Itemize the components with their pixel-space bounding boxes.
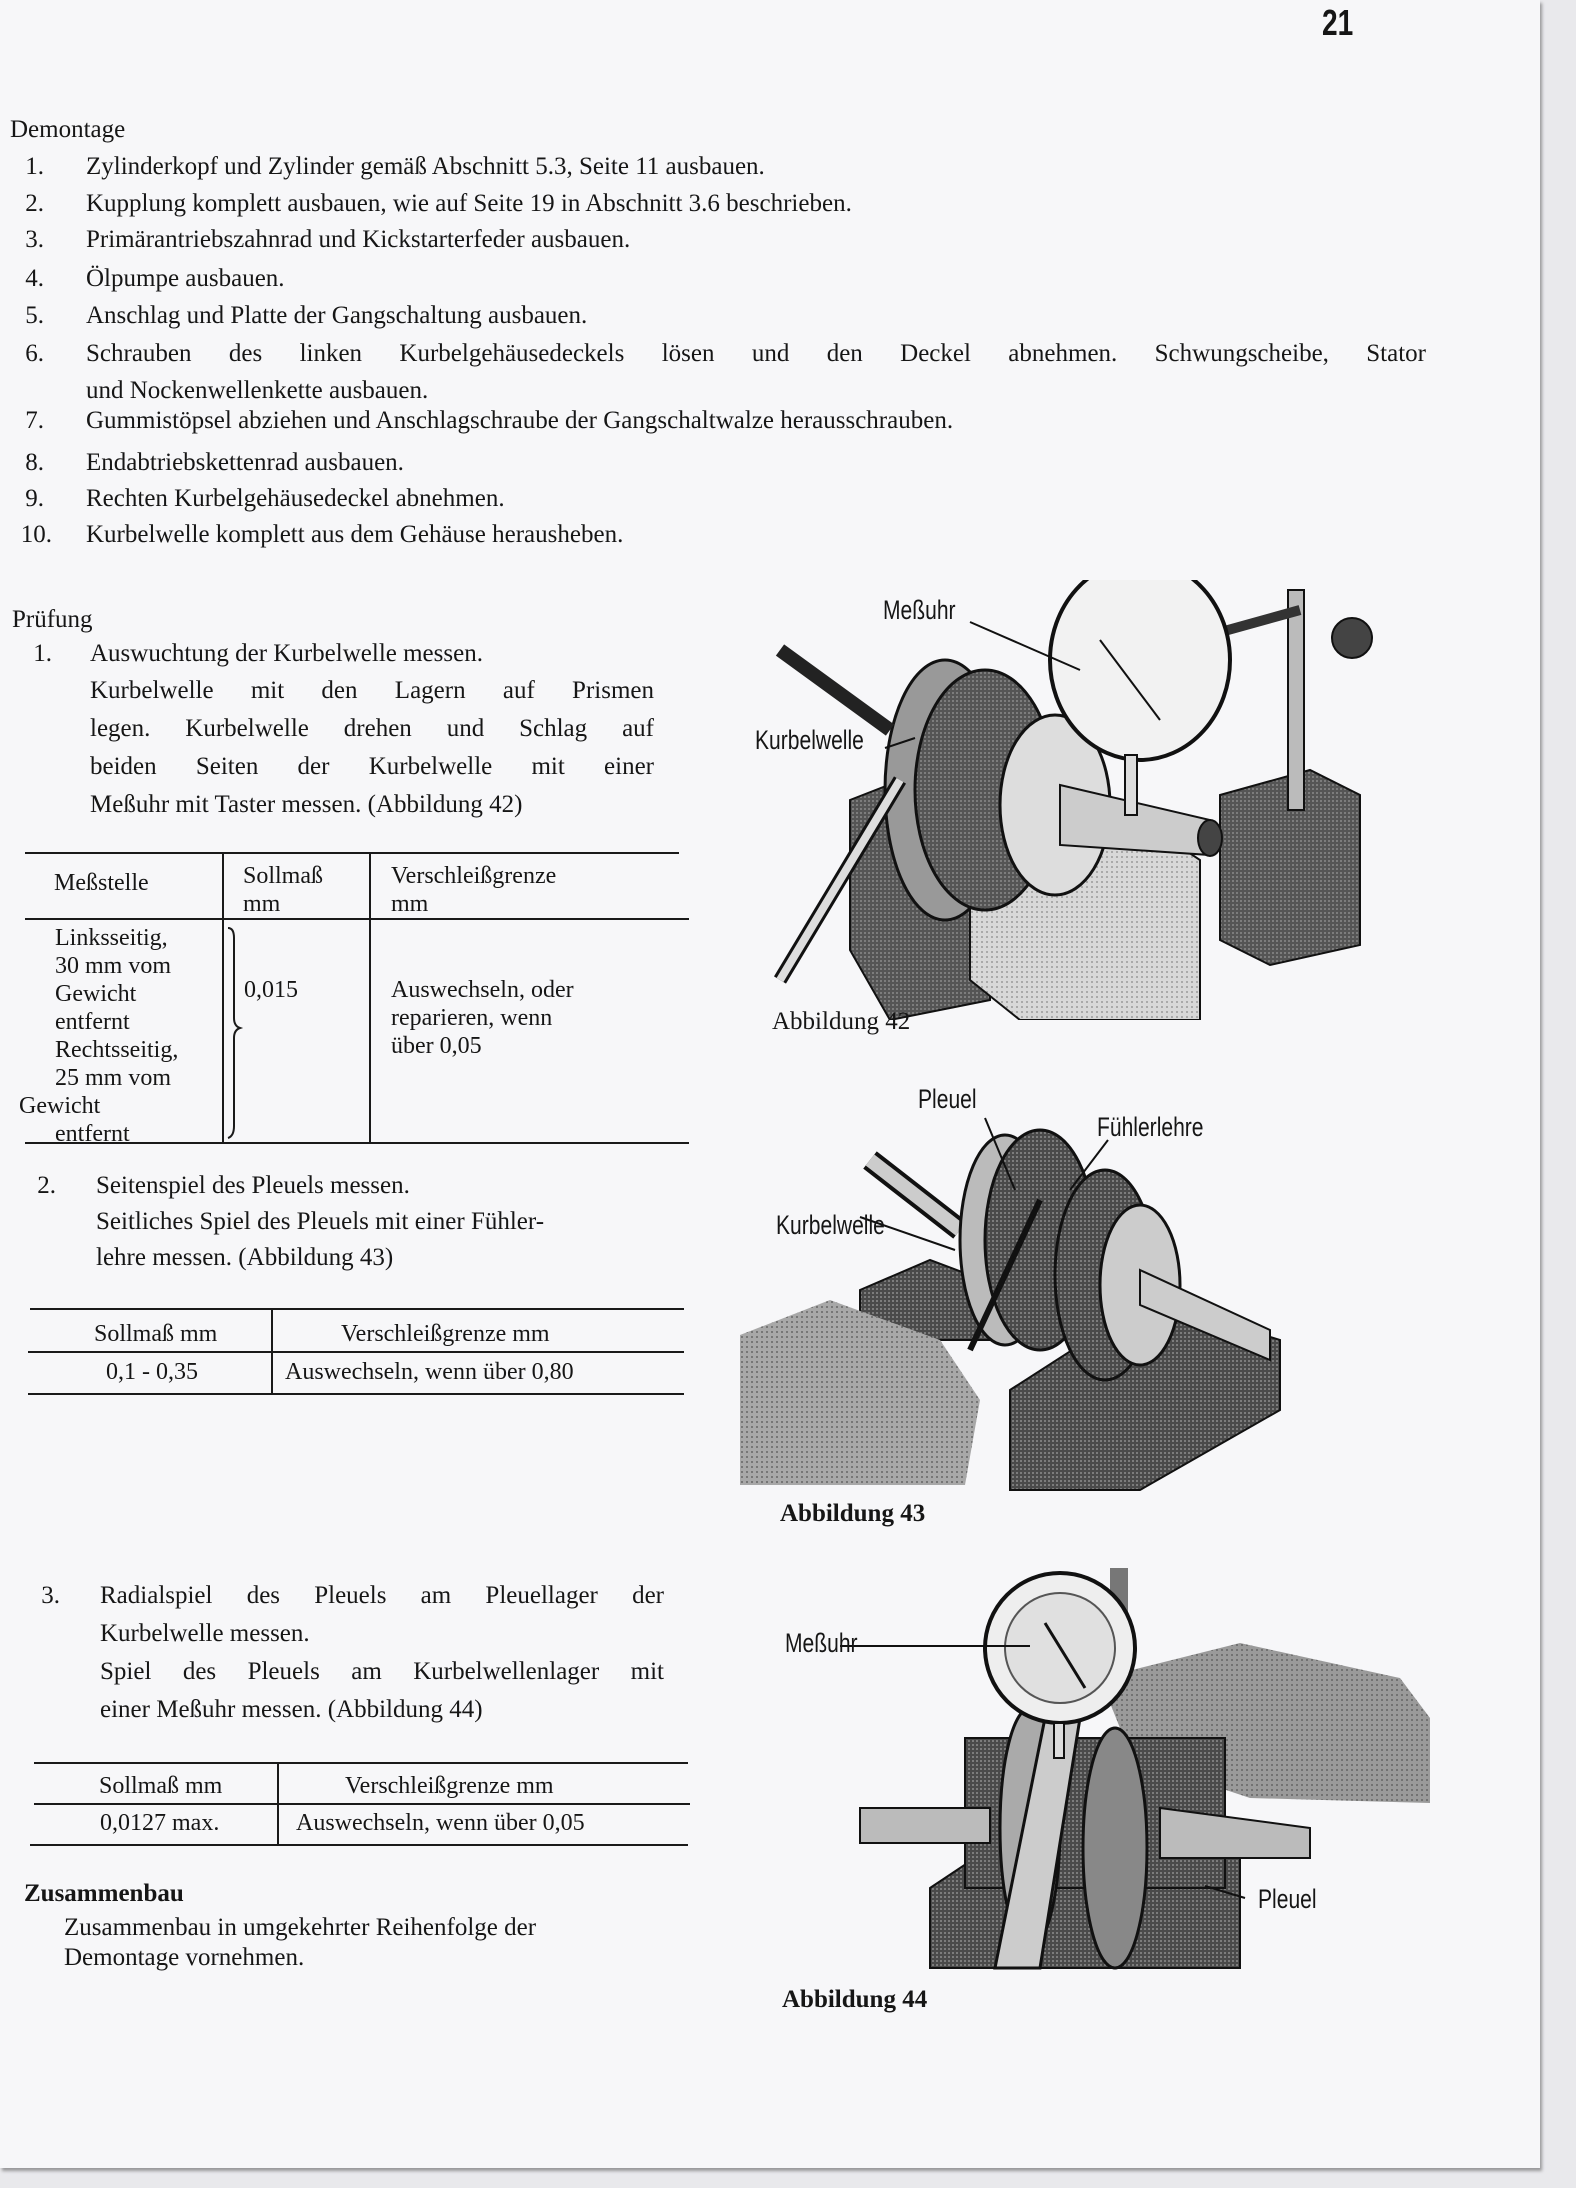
figure-43 (740, 1080, 1390, 1500)
table-cell-verschleiss: reparieren, wenn (391, 1005, 553, 1031)
table-header: Verschleißgrenze (391, 863, 557, 889)
table-cell-verschleiss: Auswechseln, wenn über 0,80 (285, 1359, 574, 1385)
table-header: Sollmaß mm (99, 1773, 223, 1799)
step-number: 2. (25, 190, 44, 217)
page-number: 21 (1322, 2, 1354, 43)
text-line: lehre messen. (Abbildung 43) (96, 1244, 394, 1271)
figure-44 (740, 1568, 1440, 1988)
pruefung-step-1-description (90, 672, 654, 824)
text-line: Meßuhr mit Taster messen. (Abbildung 42) (90, 791, 523, 818)
step-text: Endabtriebskettenrad ausbauen. (86, 449, 404, 476)
figure-caption: Abbildung 42 (772, 1008, 911, 1035)
table-rule (28, 1393, 684, 1395)
table-cell-messstelle: Gewicht (19, 1093, 101, 1119)
section-heading-zusammenbau: Zusammenbau (24, 1880, 184, 1907)
step-number: 4. (25, 265, 44, 292)
table-cell-messstelle: entfernt (55, 1121, 130, 1147)
step-number: 3. (25, 226, 44, 253)
figure-42 (740, 580, 1390, 1040)
section-heading-pruefung: Prüfung (12, 606, 93, 633)
table-rule (25, 852, 679, 854)
figure-label: Meßuhr (785, 1628, 858, 1658)
step-text: Schrauben des linken Kurbelgehäusedeckels lösen und den Deckel abnehmen. Schwungscheibe, Stator (86, 340, 1426, 367)
table-divider (277, 1764, 279, 1844)
table-divider (369, 854, 371, 1142)
table-cell-sollmass: 0,1 - 0,35 (106, 1359, 198, 1385)
text-line: Seitliches Spiel des Pleuels mit einer Fühler- (96, 1208, 545, 1235)
table-header: Sollmaß mm (94, 1321, 218, 1347)
table-cell-messstelle: 25 mm vom (55, 1065, 172, 1091)
table-rule (25, 918, 689, 920)
step-title: Auswuchtung der Kurbelwelle messen. (90, 640, 483, 667)
list-item-continuation: und Nockenwellenkette ausbauen. (86, 377, 429, 404)
table-rule (28, 1351, 684, 1353)
step-title-continuation: Kurbelwelle messen. (100, 1620, 310, 1647)
table-cell-messstelle: Linksseitig, (55, 925, 168, 951)
step-number: 6. (25, 340, 44, 367)
text-line: Demontage vornehmen. (64, 1944, 305, 1971)
table-divider (271, 1310, 273, 1393)
step-title: Seitenspiel des Pleuels messen. (96, 1172, 410, 1199)
step-text: Anschlag und Platte der Gangschaltung ausbauen. (86, 302, 588, 329)
step-text: Ölpumpe ausbauen. (86, 265, 285, 292)
step-text: Rechten Kurbelgehäusedeckel abnehmen. (86, 485, 505, 512)
step-text: Kurbelwelle komplett aus dem Gehäuse herausheben. (86, 521, 624, 548)
table-cell-messstelle: Gewicht (55, 981, 137, 1007)
step-number: 1. (25, 153, 44, 180)
step-number: 2. (37, 1172, 56, 1199)
crankshaft-dial-gauge-illustration (740, 580, 1390, 1020)
figure-label: Fühlerlehre (1097, 1112, 1204, 1142)
table-rule (30, 1844, 688, 1846)
step-text: Kupplung komplett ausbauen, wie auf Seite 19 in Abschnitt 3.6 beschrieben. (86, 190, 852, 217)
table-cell-messstelle: entfernt (55, 1009, 130, 1035)
figure-label: Pleuel (1258, 1884, 1317, 1914)
table-header-unit: mm (243, 891, 281, 917)
table-rule (30, 1308, 684, 1310)
table-cell-sollmass: 0,015 (244, 977, 298, 1003)
step-text: Zylinderkopf und Zylinder gemäß Abschnitt 5.3, Seite 11 ausbauen. (86, 153, 765, 180)
table-cell-messstelle: 30 mm vom (55, 953, 172, 979)
text-line: legen. Kurbelwelle drehen und Schlag auf (90, 715, 654, 742)
table-header: Sollmaß (243, 863, 324, 889)
figure-caption: Abbildung 43 (780, 1500, 926, 1527)
text-line: Kurbelwelle mit den Lagern auf Prismen (90, 677, 654, 704)
text-line: beiden Seiten der Kurbelwelle mit einer (90, 753, 654, 780)
table-header: Verschleißgrenze mm (345, 1773, 554, 1799)
table-cell-verschleiss: über 0,05 (391, 1033, 482, 1059)
table-rule (34, 1803, 690, 1805)
table-cell-verschleiss: Auswechseln, wenn über 0,05 (296, 1810, 585, 1836)
table-cell-messstelle: Rechtsseitig, (55, 1037, 179, 1063)
feeler-gauge-illustration (740, 1080, 1390, 1500)
step-number: 7. (25, 407, 44, 434)
step-number: 9. (25, 485, 44, 512)
figure-label: Pleuel (918, 1084, 977, 1114)
text-line: einer Meßuhr messen. (Abbildung 44) (100, 1696, 483, 1723)
table-rule (34, 1762, 688, 1764)
step-number: 3. (41, 1582, 60, 1609)
step-number: 10. (20, 521, 52, 548)
step-text: Gummistöpsel abziehen und Anschlagschraube der Gangschaltwalze herausschrauben. (86, 407, 954, 434)
text-line: Spiel des Pleuels am Kurbelwellenlager mit (100, 1658, 664, 1685)
figure-label: Kurbelwelle (776, 1210, 885, 1240)
step-title: Radialspiel des Pleuels am Pleuellager der (100, 1582, 664, 1609)
step-text: Primärantriebszahnrad und Kickstarterfeder ausbauen. (86, 226, 631, 253)
text-line: Zusammenbau in umgekehrter Reihenfolge der (64, 1914, 537, 1941)
figure-label: Kurbelwelle (755, 725, 864, 755)
brace-icon (224, 926, 244, 1140)
table-cell-sollmass: 0,0127 max. (100, 1810, 220, 1836)
section-heading-demontage: Demontage (10, 116, 126, 143)
table-header-unit: mm (391, 891, 429, 917)
table-header: Verschleißgrenze mm (341, 1321, 550, 1347)
step-number: 1. (33, 640, 52, 667)
table-cell-verschleiss: Auswechseln, oder (391, 977, 574, 1003)
figure-label: Meßuhr (883, 595, 956, 625)
table-header: Meßstelle (54, 870, 149, 896)
step-number: 5. (25, 302, 44, 329)
figure-caption: Abbildung 44 (782, 1986, 928, 2013)
step-number: 8. (25, 449, 44, 476)
